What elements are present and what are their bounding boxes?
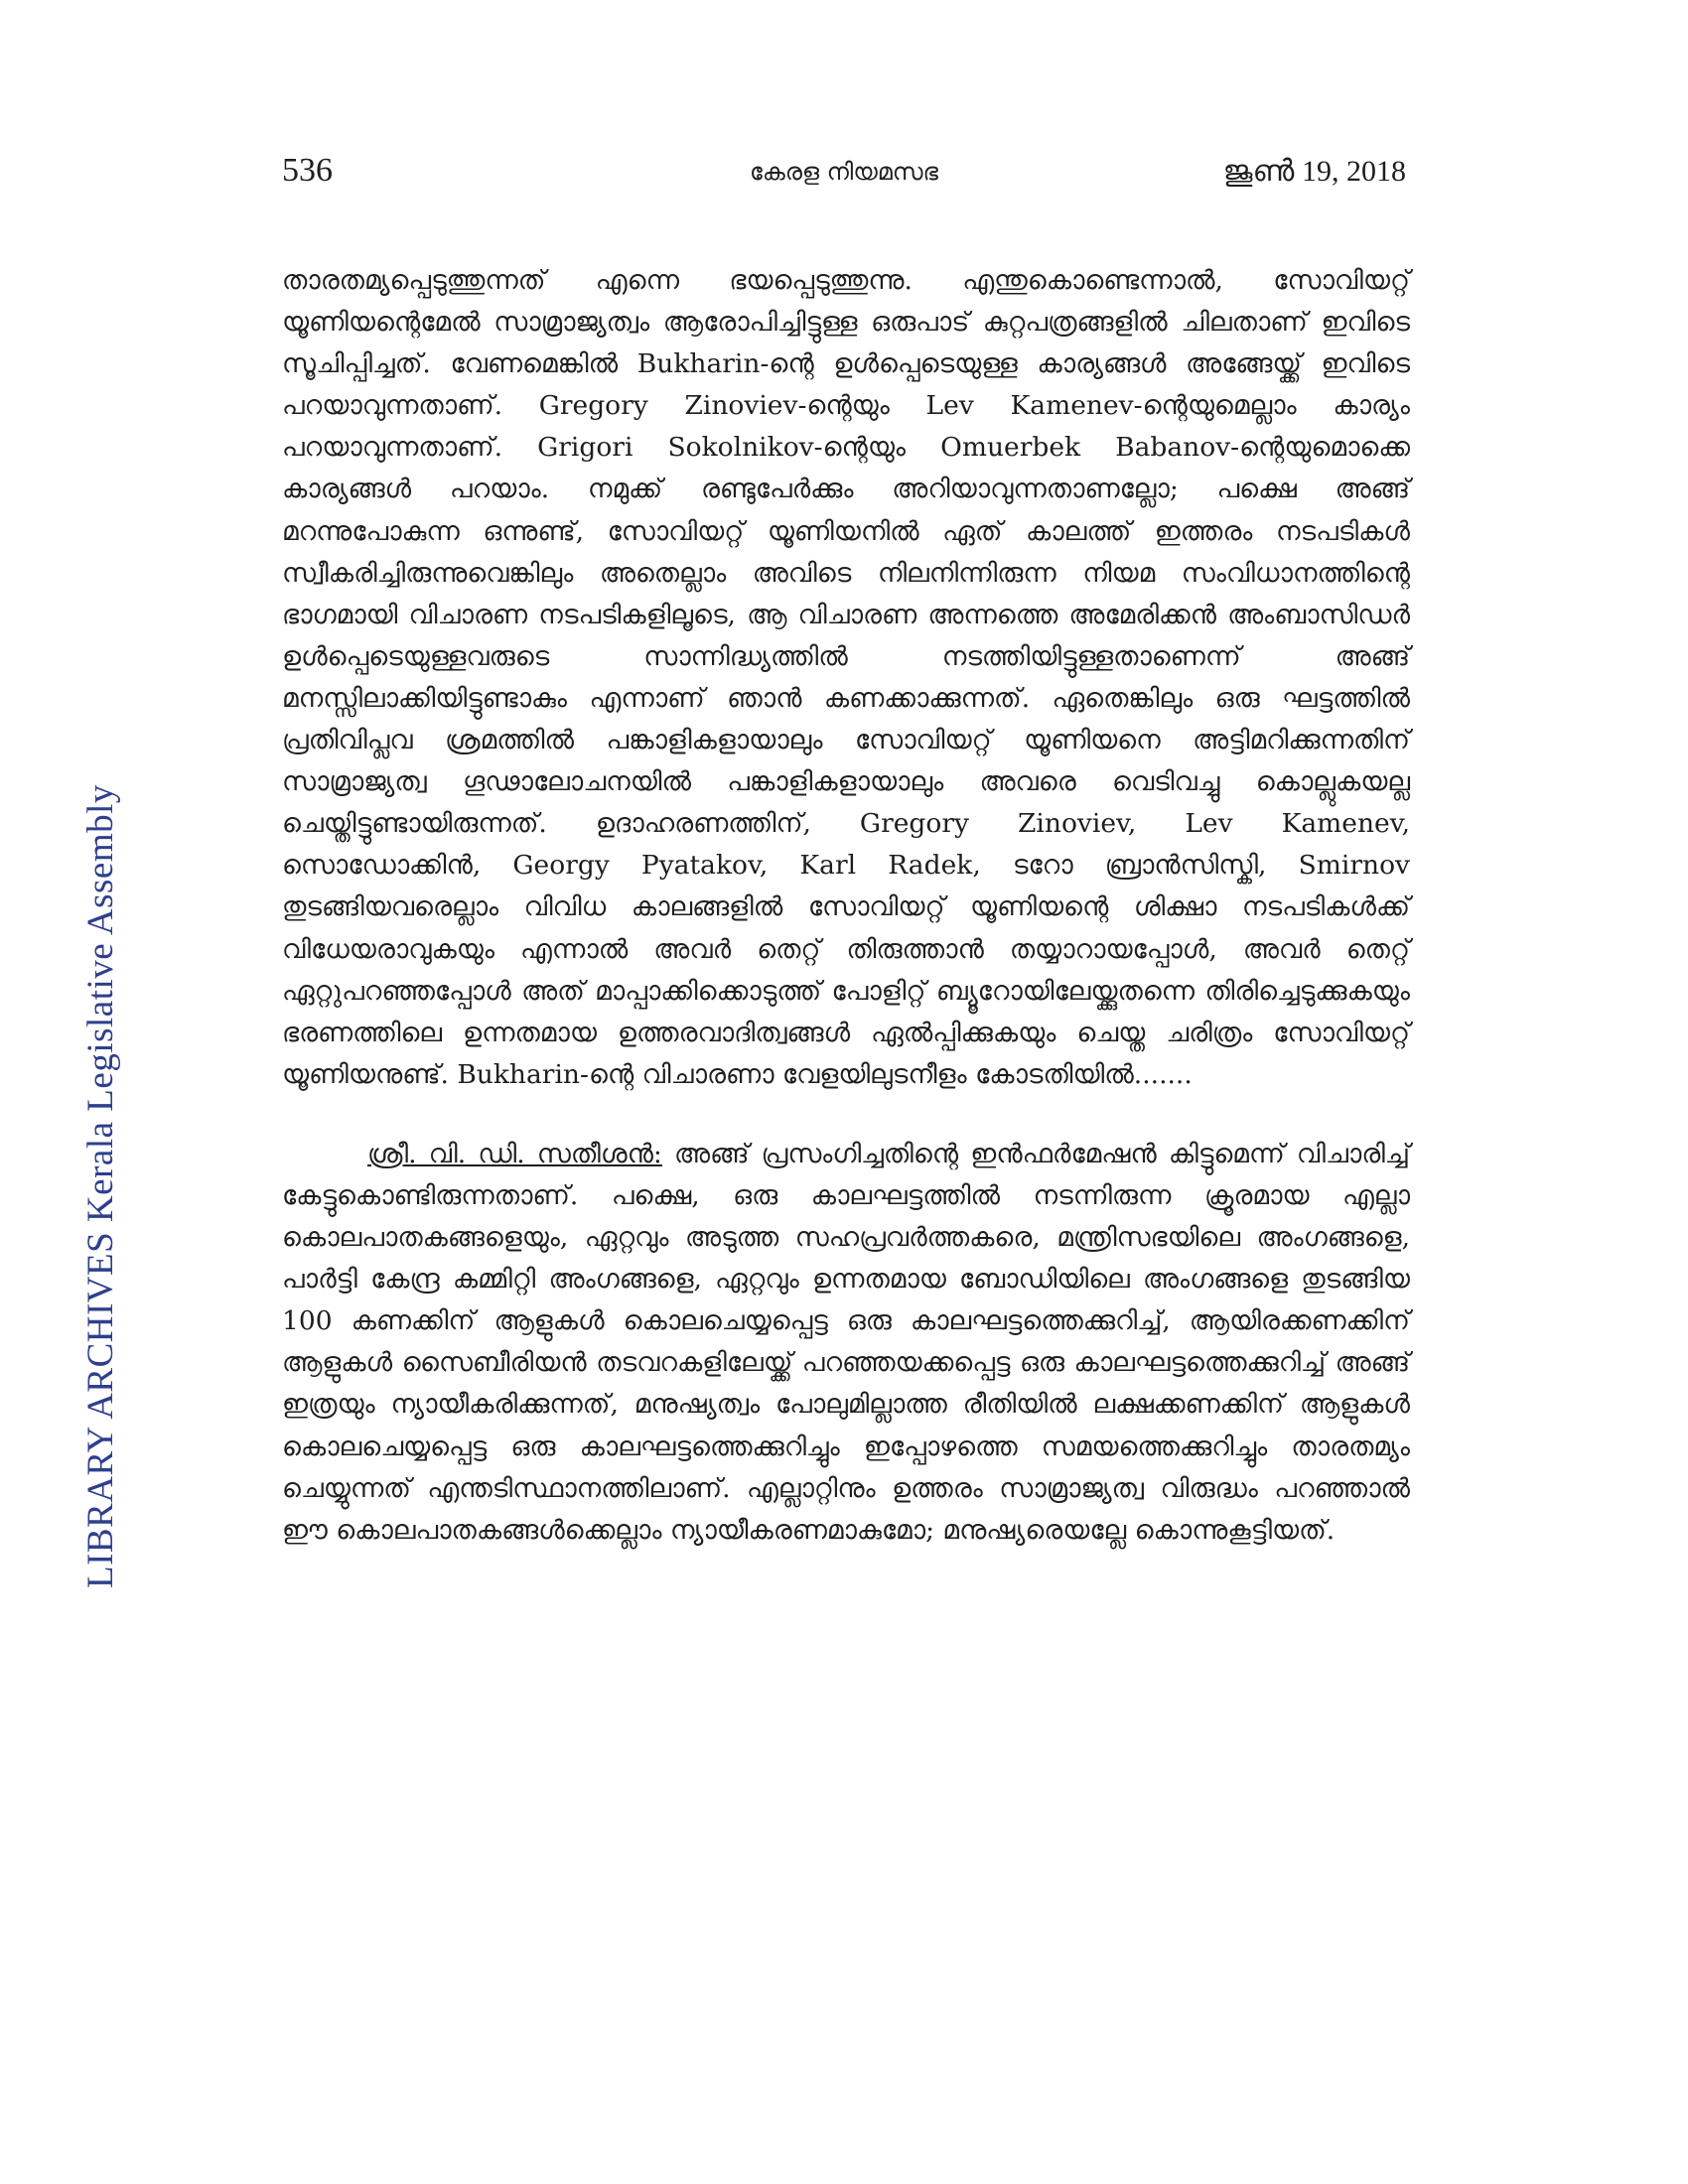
speech-text: അങ്ങ് പ്രസംഗിച്ചതിന്റെ ഇൻഫർമേഷൻ കിട്ടുമെന്ന് വിചാരിച്ച് കേട്ടുകൊണ്ടിരുന്നതാണ്. പക്ഷെ, ഒരു കാലഘട്ടത്തിൽ നടന്നിരുന്ന ക്രൂരമായ എല്ലാ കൊലപാതകങ്ങളെയും, ഏറ്റവും അടുത്ത സഹപ്രവർത്തകരെ, മന്ത്രിസഭയിലെ അംഗങ്ങളെ, പാർട്ടി കേന്ദ്ര കമ്മിറ്റി അംഗങ്ങളെ, ഏറ്റവും ഉന്നതമായ ബോഡിയിലെ അംഗങ്ങളെ തുടങ്ങിയ 100 കണക്കിന് ആളുകൾ കൊലചെയ്യപ്പെട്ട ഒരു കാലഘട്ടത്തെക്കുറിച്ച്, ആയിരക്കണക്കിന് ആളുകൾ സൈബീരിയൻ തടവറകളിലേയ്ക്ക് പറഞ്ഞയക്കപ്പെട്ട ഒരു കാലഘട്ടത്തെക്കുറിച്ച് അങ്ങ് ഇത്രയും ന്യായീകരിക്കുന്നത്, മനുഷ്യത്വം പോലുമില്ലാത്ത രീതിയിൽ ലക്ഷക്കണക്കിന് ആളുകൾ കൊലചെയ്യപ്പെട്ട ഒരു കാലഘട്ടത്തെക്കുറിച്ചും ഇപ്പോഴത്തെ സമയത്തെക്കുറിച്ചും താരതമ്യം ചെയ്യുന്നത് എന്തടിസ്ഥാനത്തിലാണ്. എല്ലാറ്റിനും ഉത്തരം സാമ്രാജ്യത്വ വിരുദ്ധം പറഞ്ഞാൽ ഈ കൊലപാതകങ്ങൾക്കെല്ലാം ന്യായീകരണമാകുമോ; മനുഷ്യരെയല്ലേ കൊന്നുകൂട്ടിയത്.: [282, 1138, 1410, 1546]
body-text: [282, 260, 1410, 1552]
page-date: ജൂൺ 19, 2018: [1222, 155, 1406, 188]
speaker-name: ശ്രീ. വി. ഡി. സതീശൻ:: [367, 1138, 662, 1169]
page-number: 536: [282, 152, 333, 189]
archive-watermark: LIBRARY ARCHIVES Kerala Legislative Assembly: [80, 784, 121, 1588]
running-title: കേരള നിയമസഭ: [749, 158, 939, 186]
paragraph-speech: [282, 1134, 1410, 1552]
paragraph-continued: താരതമ്യപ്പെടുത്തുന്നത് എന്നെ ഭയപ്പെടുത്തുന്നു. എന്തുകൊണ്ടെന്നാൽ, സോവിയറ്റ് യൂണിയന്റെമേൽ സാമ്രാജ്യത്വം ആരോപിച്ചിട്ടുള്ള ഒരുപാട് കുറ്റപത്രങ്ങളിൽ ചിലതാണ് ഇവിടെ സൂചിപ്പിച്ചത്. വേണമെങ്കിൽ Bukharin-ന്റെ ഉൾപ്പെടെയുള്ള കാര്യങ്ങൾ അങ്ങേയ്ക്ക് ഇവിടെ പറയാവുന്നതാണ്. Gregory Zinoviev-ന്റെയും Lev Kamenev-ന്റെയുമെല്ലാം കാര്യം പറയാവുന്നതാണ്. Grigori Sokolnikov-ന്റെയും Omuerbek Babanov-ന്റെയുമൊക്കെ കാര്യങ്ങൾ പറയാം. നമുക്ക് രണ്ടുപേർക്കും അറിയാവുന്നതാണല്ലോ; പക്ഷെ അങ്ങ് മറന്നുപോകുന്ന ഒന്നുണ്ട്, സോവിയറ്റ് യൂണിയനിൽ ഏത് കാലത്ത് ഇത്തരം നടപടികൾ സ്വീകരിച്ചിരുന്നുവെങ്കിലും അതെല്ലാം അവിടെ നിലനിന്നിരുന്ന നിയമ സംവിധാനത്തിന്റെ ഭാഗമായി വിചാരണ നടപടികളിലൂടെ, ആ വിചാരണ അന്നത്തെ അമേരിക്കൻ അംബാസിഡർ ഉൾപ്പെടെയുള്ളവരുടെ സാന്നിദ്ധ്യത്തിൽ നടത്തിയിട്ടുള്ളതാണെന്ന് അങ്ങ് മനസ്സിലാക്കിയിട്ടുണ്ടാകും എന്നാണ് ഞാൻ കണക്കാക്കുന്നത്. ഏതെങ്കിലും ഒരു ഘട്ടത്തിൽ പ്രതിവിപ്ലവ ശ്രമത്തിൽ പങ്കാളികളായാലും സോവിയറ്റ് യൂണിയനെ അട്ടിമറിക്കുന്നതിന് സാമ്രാജ്യത്വ ഗൂഢാലോചനയിൽ പങ്കാളികളായാലും അവരെ വെടിവച്ചു കൊല്ലുകയല്ല ചെയ്തിട്ടുണ്ടായിരുന്നത്. ഉദാഹരണത്തിന്, Gregory Zinoviev, Lev Kamenev, സൊഡോക്കിൻ, Georgy Pyatakov, Karl Radek, ടറോ ബ്രാൻസിസ്കി, Smirnov തുടങ്ങിയവരെല്ലാം വിവിധ കാലങ്ങളിൽ സോവിയറ്റ് യൂണിയന്റെ ശിക്ഷാ നടപടികൾക്ക് വിധേയരാവുകയും എന്നാൽ അവർ തെറ്റ് തിരുത്താൻ തയ്യാറായപ്പോൾ, അവർ തെറ്റ് ഏറ്റുപറഞ്ഞപ്പോൾ അത് മാപ്പാക്കിക്കൊടുത്ത് പോളിറ്റ് ബ്യൂറോയിലേയ്ക്കുതന്നെ തിരിച്ചെടുക്കുകയും ഭരണത്തിലെ ഉന്നതമായ ഉത്തരവാദിത്വങ്ങൾ ഏൽപ്പിക്കുകയും ചെയ്ത ചരിത്രം സോവിയറ്റ് യൂണിയനുണ്ട്. Bukharin-ന്റെ വിചാരണാ വേളയിലുടനീളം കോടതിയിൽ.......: [282, 265, 1410, 1090]
